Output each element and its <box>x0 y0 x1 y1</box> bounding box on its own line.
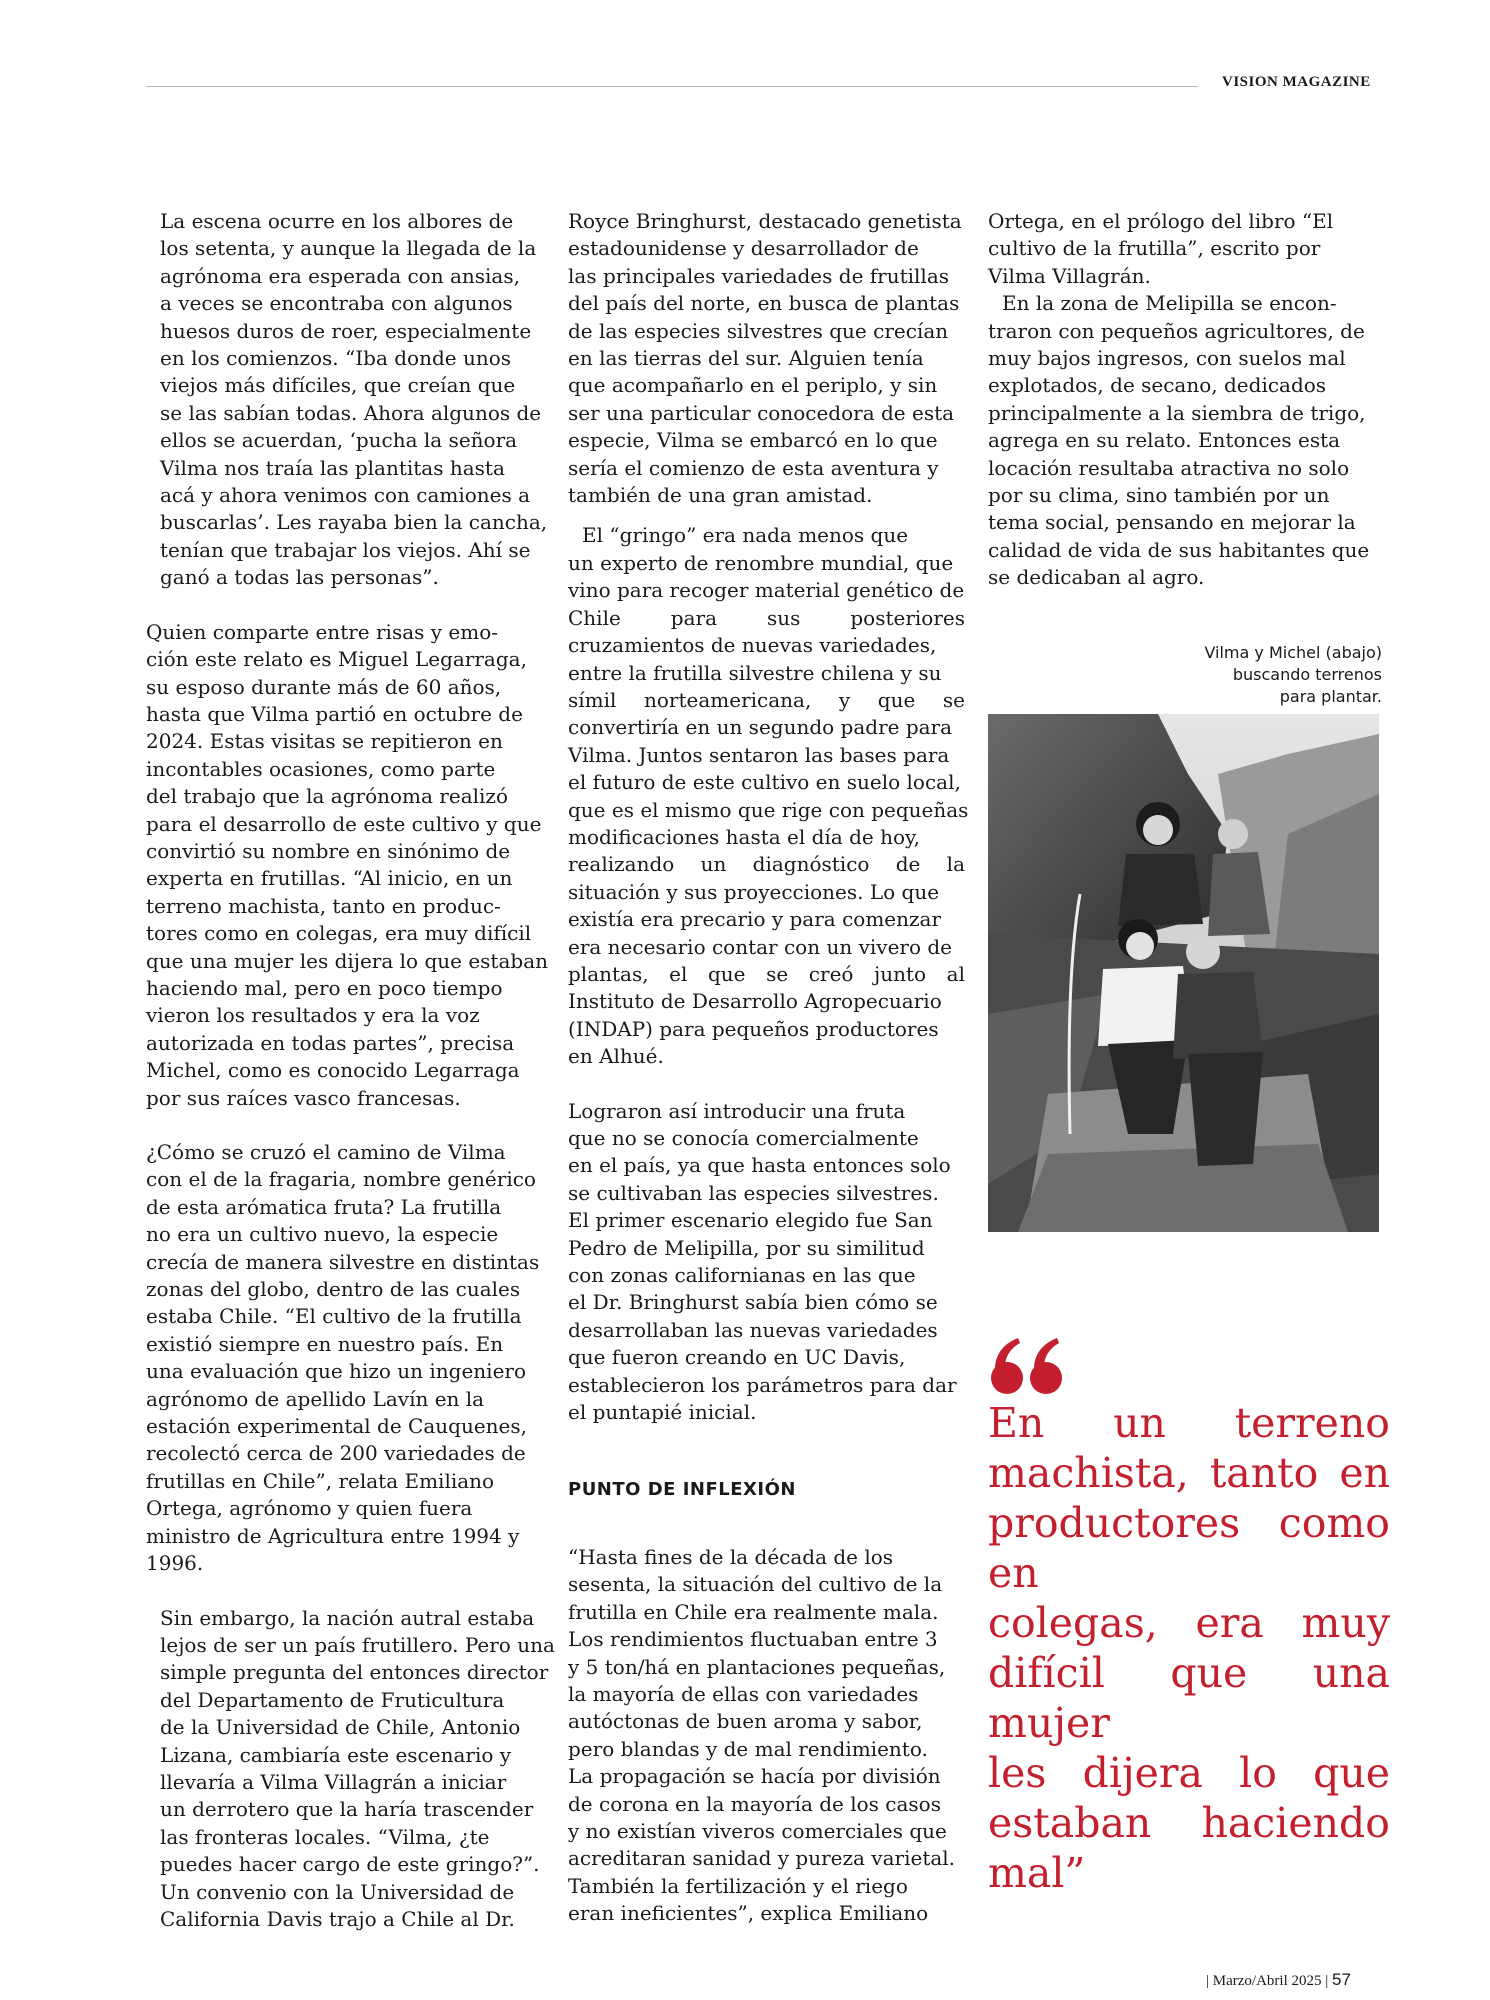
header-rule <box>146 86 1198 87</box>
article-column-1 <box>146 208 555 1933</box>
photo-caption: Vilma y Michel (abajo) buscando terrenos para plantar. <box>1204 643 1382 706</box>
pull-quote: En un terreno machista, tanto en productores como en colegas, era muy difícil que una mujer les dijera lo que estaban haciendo mal” <box>988 1399 1390 1897</box>
masthead: VISION MAGAZINE <box>1222 74 1371 90</box>
paragraph: Sin embargo, la nación autral estaba lejos de ser un país frutillero. Pero una simple pregunta del entonces director del Departamento de Fruticultura de la Universidad de Chile, Antonio Lizana, cambiaría este escenario y llevaría a Vilma Villagrán a iniciar un derrotero que la haría trascender las fronteras locales. “Vilma, ¿te puedes hacer cargo de este gringo?”. Un convenio con la Universidad de California Davis trajo a Chile al Dr. <box>160 1605 555 1931</box>
paragraph: “Hasta fines de la década de los sesenta, la situación del cultivo de la frutilla en Chile era realmente mala. Los rendimientos fluctuaban entre 3 y 5 ton/há en plantaciones pequeñas, la mayoría de ellas con variedades autóctonas de buen aroma y sabor, pero blandas y de mal rendimiento. La propagación se hacía por división de corona en la mayoría de los casos y no existían viveros comerciales que acreditaran sanidad y pureza varietal. También la fertilización y el riego eran ineficientes”, explica Emiliano <box>568 1544 956 1926</box>
section-subheading: PUNTO DE INFLEXIÓN <box>568 1479 796 1501</box>
paragraph: ¿Cómo se cruzó el camino de Vilma con el de la fragaria, nombre genérico de esta arómatica fruta? La frutilla no era un cultivo nuevo, la especie crecía de manera silvestre en distintas zonas del globo, dentro de las cuales estaba Chile. “El cultivo de la frutilla existió siempre en nuestro país. En una evaluación que hizo un ingeniero agrónomo de apellido Lavín en la estación experimental de Cauquenes, recolectó cerca de 200 variedades de frutillas en Chile”, relata Emiliano Ortega, agrónomo y quien fuera ministro de Agricultura entre 1994 y 1996. <box>146 1140 540 1576</box>
paragraph: Quien comparte entre risas y emo- ción este relato es Miguel Legarraga, su esposo durante más de 60 años, hasta que Vilma partió en octubre de 2024. Estas visitas se repitieron en incontables ocasiones, como parte del trabajo que la agrónoma realizó para el desarrollo de este cultivo y que convirtió su nombre en sinónimo de experta en frutillas. “Al inicio, en un terreno machista, tanto en produc- tores como en colegas, era muy difícil que una mujer les dijera lo que estaban haciendo mal, pero en poco tiempo vieron los resultados y era la voz autorizada en todas partes”, precisa Michel, como es conocido Legarraga por sus raíces vasco francesas. <box>146 619 548 1110</box>
paragraph: El “gringo” era nada menos que un experto de renombre mundial, que vino para recoger material genético de Chile para sus posteriores cruzamientos de nuevas variedades, entre la frutilla silvestre chilena y su símil norteamericana, y que se convertiría en un segundo padre para Vilma. Juntos sentaron las bases para el futuro de este cultivo en suelo local, que es el mismo que rige con pequeñas modificaciones hasta el día de hoy, realizando un diagnóstico de la situación y sus proyecciones. Lo que existía era precario y para comenzar era necesario contar con un vivero de plantas, el que se creó junto al Instituto de Desarrollo Agropecuario (INDAP) para pequeños productores en Alhué. <box>568 523 969 1069</box>
article-column-2 <box>568 208 969 1928</box>
paragraph: En la zona de Melipilla se encon- traron con pequeños agricultores, de muy bajos ingresos, con suelos mal explotados, de secano, dedicados principalmente a la siembra de trigo, agrega en su relato. Entonces esta locación resultaba atractiva no solo por su clima, sino también por un tema social, pensando en mejorar la calidad de vida de sus habitantes que se dedicaban al agro. <box>988 291 1370 590</box>
paragraph: La escena ocurre en los albores de los setenta, y aunque la llegada de la agrónoma era esperada con ansias, a veces se encontraba con algunos huesos duros de roer, especialmente en los comienzos. “Iba donde unos viejos más difíciles, que creían que se las sabían todas. Ahora algunos de ellos se acuerdan, ‘pucha la señora Vilma nos traía las plantitas hasta acá y ahora venimos con camiones a buscarlas’. Les rayaba bien la cancha, tenían que trabajar los viejos. Ahí se ganó a todas las personas”. <box>160 209 548 590</box>
historical-photo <box>988 714 1379 1232</box>
paragraph: Lograron así introducir una fruta que no se conocía comercialmente en el país, ya que hasta entonces solo se cultivaban las especies silvestres. El primer escenario elegido fue San Pedro de Melipilla, por su similitud con zonas californianas en las que el Dr. Bringhurst sabía bien cómo se desarrollaban las nuevas variedades que fueron creando en UC Davis, establecieron los parámetros para dar el puntapié inicial. <box>568 1098 957 1425</box>
page-number: 57 <box>1332 1970 1351 1989</box>
quote-mark-icon <box>988 1334 1068 1398</box>
article-column-3 <box>988 208 1390 592</box>
paragraph: Royce Bringhurst, destacado genetista estadounidense y desarrollador de las principales variedades de frutillas del país del norte, en busca de plantas de las especies silvestres que crecían en las tierras del sur. Alguien tenía que acompañarlo en el periplo, y sin ser una particular conocedora de esta especie, Vilma se embarcó en lo que sería el comienzo de esta aventura y también de una gran amistad. <box>568 209 962 508</box>
page-footer: | Marzo/Abril 2025 | 57 <box>1206 1970 1351 1989</box>
issue-date: Marzo/Abril 2025 <box>1212 1973 1322 1989</box>
photo-illustration <box>988 714 1379 1232</box>
paragraph: Ortega, en el prólogo del libro “El cultivo de la frutilla”, escrito por Vilma Villagrán. <box>988 209 1334 288</box>
